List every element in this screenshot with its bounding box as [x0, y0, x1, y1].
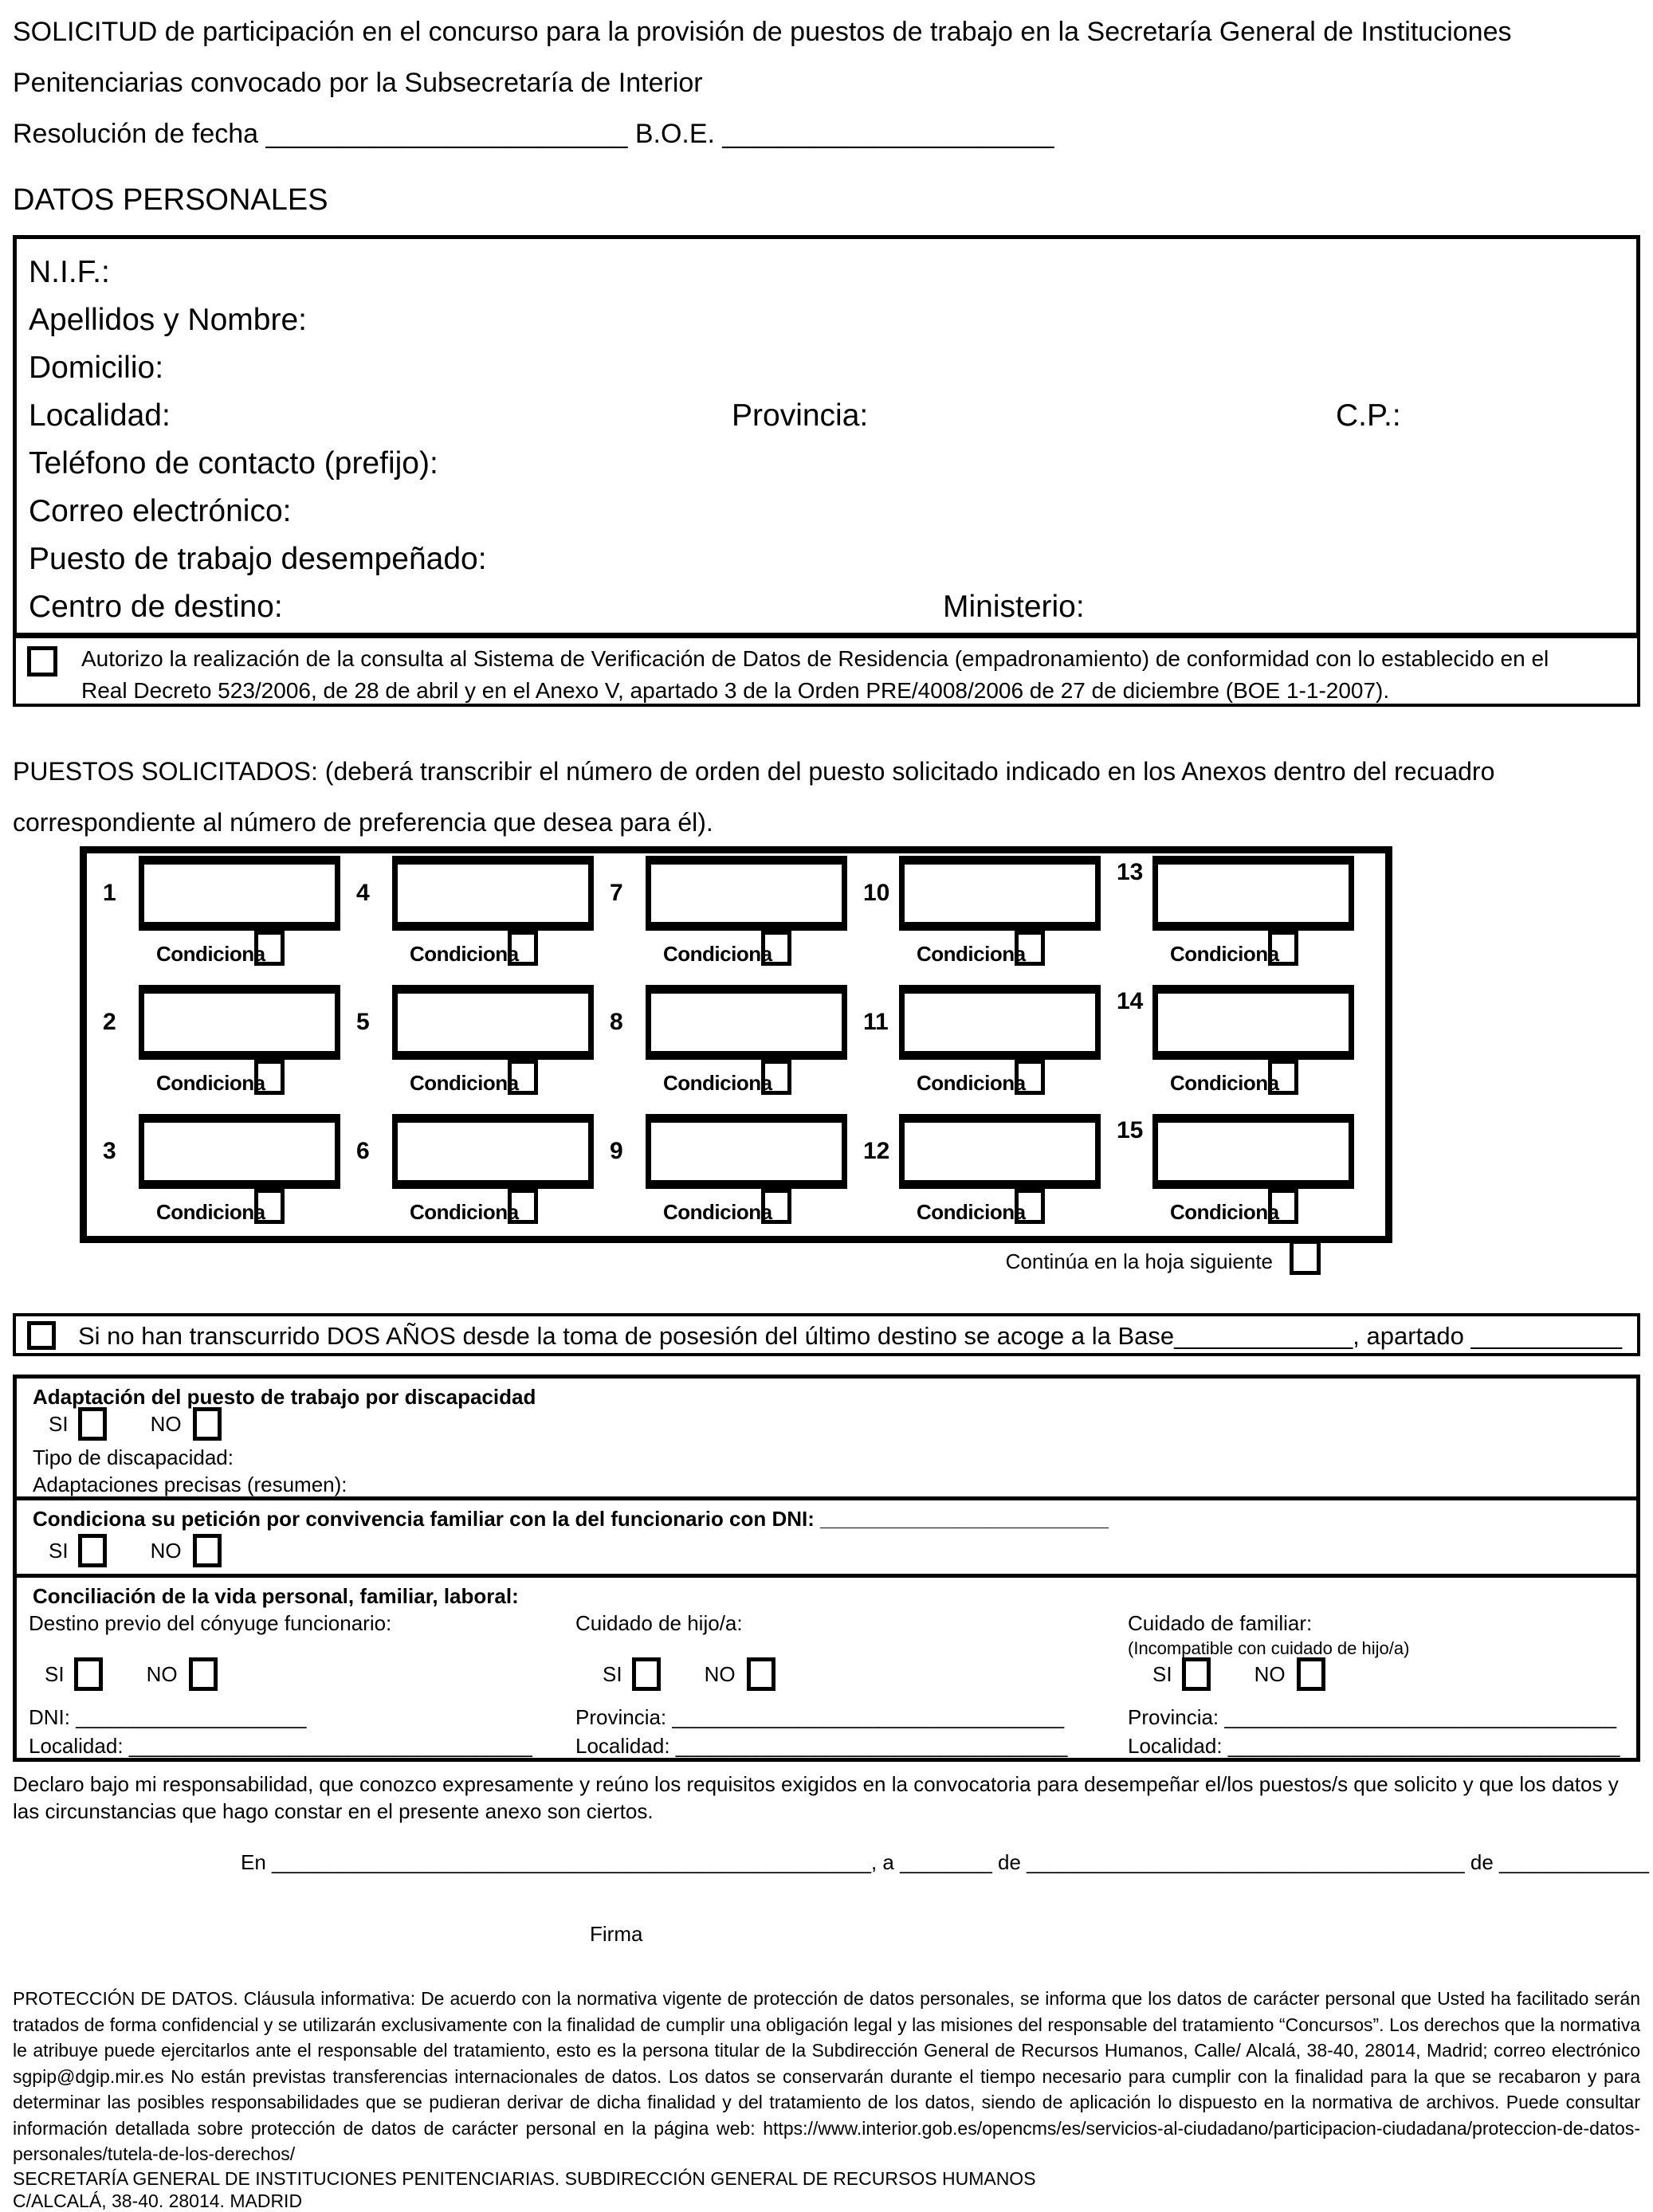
puesto-number: 1 [103, 880, 116, 906]
familiar-localidad-field [1128, 1734, 1620, 1759]
form-title: SOLICITUD de participación en el concurso para la provisión de puestos de trabajo en la Secretaría General de Instituciones Penitenciarias convocado por la Subsecretaría de Interior [13, 17, 1512, 98]
adaptacion-si-checkbox[interactable] [78, 1407, 107, 1441]
hijo-si-no [603, 1657, 775, 1691]
puesto-cell-8 [594, 985, 847, 1114]
sections-stack [13, 1375, 1640, 1762]
si-label: SI [603, 1661, 622, 1686]
convivencia-dni-blank[interactable]: _________________________ [820, 1507, 1109, 1531]
no-label: NO [1254, 1661, 1286, 1686]
dos-anos-text [78, 1316, 1622, 1356]
condiciona-checkbox[interactable] [761, 1189, 791, 1224]
row-nif[interactable] [17, 249, 1636, 296]
dos-anos-sentence: Si no han transcurrido DOS AÑOS desde la toma de posesión del último destino se acoge a la Base [78, 1322, 1175, 1350]
hijo-provincia-blank[interactable]: __________________________________ [672, 1705, 1065, 1729]
row-telefono[interactable] [17, 440, 1636, 488]
condiciona-label: Condiciona [917, 1200, 1026, 1224]
puesto-cell-7 [594, 856, 847, 985]
conyuge-si-no [45, 1657, 218, 1691]
familiar-si-checkbox[interactable] [1182, 1657, 1211, 1691]
puesto-input-box[interactable] [899, 1114, 1101, 1189]
convivencia-si-checkbox[interactable] [78, 1534, 107, 1567]
condiciona-label: Condiciona [410, 942, 519, 966]
continua-label: Continúa en la hoja siguiente [1005, 1249, 1273, 1273]
condiciona-checkbox[interactable] [254, 1189, 285, 1224]
autorizacion-checkbox[interactable] [27, 646, 57, 677]
anio-blank[interactable]: _____________ [1499, 1850, 1649, 1874]
de-label: de [991, 1850, 1027, 1874]
provincia-label: Provincia: [575, 1705, 673, 1729]
condiciona-label: Condiciona [663, 942, 772, 966]
puesto-input-box[interactable] [899, 856, 1101, 931]
puesto-number: 4 [356, 880, 370, 906]
continua-checkbox[interactable] [1290, 1240, 1321, 1275]
puesto-cell-14 [1101, 985, 1354, 1114]
localidad-label: Localidad: [29, 1734, 129, 1758]
puesto-number: 6 [356, 1138, 370, 1164]
dos-anos-box [13, 1313, 1640, 1356]
condiciona-checkbox[interactable] [1015, 1189, 1045, 1224]
telefono-label: Teléfono de contacto (prefijo): [29, 446, 438, 480]
hijo-localidad-field [575, 1734, 1067, 1759]
boe-label: B.O.E. [627, 119, 723, 149]
grid-row-1 [87, 856, 1385, 985]
convivencia-no-checkbox[interactable] [193, 1534, 222, 1567]
secretaria-line: SECRETARÍA GENERAL DE INSTITUCIONES PENITENCIARIAS. SUBDIRECCIÓN GENERAL DE RECURSOS HUMANOS [13, 2167, 1036, 2189]
tipo-discapacidad-label[interactable]: Tipo de discapacidad: [33, 1445, 234, 1469]
ministerio-label: Ministerio: [943, 590, 1085, 624]
condiciona-checkbox[interactable] [1015, 931, 1045, 966]
conciliacion-heading: Conciliación de la vida personal, familiar, laboral: [33, 1584, 519, 1608]
conciliacion-section [17, 1578, 1636, 1758]
puesto-cell-3 [87, 1114, 340, 1243]
puestos-grid [80, 846, 1392, 1243]
puesto-input-box[interactable] [1152, 856, 1354, 931]
adaptacion-si-no [49, 1407, 222, 1441]
condiciona-label: Condiciona [917, 1071, 1026, 1095]
condiciona-label: Condiciona [156, 1071, 265, 1095]
puesto-cell-13 [1101, 856, 1354, 985]
resolucion-label: Resolución de fecha [13, 119, 266, 149]
puesto-cell-4 [340, 856, 594, 985]
continua-row [80, 1245, 1392, 1284]
apellidos-label: Apellidos y Nombre: [29, 303, 307, 337]
condiciona-checkbox[interactable] [1268, 1189, 1298, 1224]
puesto-cell-5 [340, 985, 594, 1114]
apartado-blank[interactable]: ___________ [1470, 1322, 1623, 1350]
provincia-label: Provincia: [1128, 1705, 1225, 1729]
declaracion-text: Declaro bajo mi responsabilidad, que conozco expresamente y reúno los requisitos exigidos en la convocatoria para desempeñar el/los puestos/s que solicito y que los datos y las circunstancias que hago constar en el presente anexo son ciertos. [13, 1772, 1619, 1823]
puesto-input-box[interactable] [646, 856, 847, 931]
puesto-input-box[interactable] [139, 985, 340, 1060]
cuidado-hijo-label: Cuidado de hijo/a: [575, 1611, 743, 1635]
apartado-label: , apartado [1353, 1322, 1471, 1350]
puesto-number: 3 [103, 1138, 116, 1164]
proteccion-datos-text: PROTECCIÓN DE DATOS. Cláusula informativa: De acuerdo con la normativa vigente de protección de datos personales, se informa que los datos de carácter personal que Usted ha facilitado serán tratados de forma confidencial y se utilizarán exclusivamente con la finalidad de cumplir una obligación legal y las misiones del responsable del tratamiento “Concursos”. Los derechos que la normativa le atribuye puede ejercitarlos ante el responsable del tratamiento, esto es la persona titular de la Subdirección General de Recursos Humanos, Calle/ Alcalá, 38-40, 28014, Madrid; correo electrónico sgpip@dgip.mir.es No están previstas transferencias internacionales de datos. Los datos se conservarán durante el tiempo necesario para cumplir con la finalidad para la que se recabaron y para determinar las posibles responsabilidades que se pudieran derivar de dicha finalidad y del tratamiento de los datos, siendo de aplicación lo dispuesto en la normativa de archivos. Puede consultar información detallada sobre protección de datos de carácter personal en la página web: https://www.interior.gob.es/opencms/es/servicios-al-ciudadano/participacion-ciudadana/proteccion-de-datos-personales/tutela-de-los-derechos/ [13, 1988, 1640, 2164]
de-label: de [1464, 1850, 1500, 1874]
condiciona-checkbox[interactable] [1268, 931, 1298, 966]
boe-blank[interactable]: ______________________ [722, 119, 1054, 149]
familiar-localidad-blank[interactable]: __________________________________ [1227, 1734, 1620, 1758]
cuidado-familiar-label: Cuidado de familiar: [1128, 1611, 1313, 1635]
puestos-solicitados-heading: PUESTOS SOLICITADOS: (deberá transcribir el número de orden del puesto solicitado indicado en los Anexos dentro del recuadro correspondiente al número de preferencia que desea para él). [13, 757, 1495, 837]
no-label: NO [146, 1661, 178, 1686]
hijo-localidad-blank[interactable]: __________________________________ [675, 1734, 1068, 1758]
dos-anos-checkbox[interactable] [27, 1321, 56, 1350]
condiciona-checkbox[interactable] [508, 1189, 538, 1224]
condiciona-checkbox[interactable] [1015, 1060, 1045, 1095]
no-label: NO [150, 1411, 182, 1436]
condiciona-checkbox[interactable] [761, 931, 791, 966]
grid-row-2 [87, 985, 1385, 1114]
puesto-input-box[interactable] [392, 985, 594, 1060]
condiciona-label: Condiciona [1170, 942, 1279, 966]
row-centro[interactable] [17, 583, 1636, 631]
destino-conyuge-label: Destino previo del cónyuge funcionario: [29, 1611, 392, 1635]
puesto-cell-12 [847, 1114, 1101, 1243]
condiciona-checkbox[interactable] [254, 931, 285, 966]
adaptacion-no-checkbox[interactable] [193, 1407, 222, 1441]
puesto-input-box[interactable] [392, 856, 594, 931]
localidad-label: Localidad: [29, 398, 171, 433]
lugar-blank[interactable]: ____________________________________________________ [272, 1850, 871, 1874]
condiciona-label: Condiciona [663, 1071, 772, 1095]
familiar-provincia-field [1128, 1705, 1616, 1730]
puesto-number: 8 [610, 1009, 623, 1035]
mes-blank[interactable]: ______________________________________ [1027, 1850, 1465, 1874]
signature-line [241, 1850, 1649, 1875]
cp-label: C.P.: [1336, 398, 1401, 433]
autorizacion-box [13, 635, 1640, 707]
centro-destino-label: Centro de destino: [29, 590, 283, 624]
localidad-label: Localidad: [1128, 1734, 1228, 1758]
personal-data-box [13, 235, 1640, 637]
puesto-number: 14 [1117, 988, 1144, 1014]
puesto-cell-11 [847, 985, 1101, 1114]
condiciona-label: Condiciona [410, 1071, 519, 1095]
condiciona-label: Condiciona [156, 1200, 265, 1224]
adaptacion-heading: Adaptación del puesto de trabajo por discapacidad [33, 1385, 536, 1409]
puesto-input-box[interactable] [139, 856, 340, 931]
puesto-number: 2 [103, 1009, 116, 1035]
row-domicilio[interactable] [17, 344, 1636, 392]
conyuge-localidad-blank[interactable]: ___________________________________ [128, 1734, 532, 1758]
dni-label: DNI: [29, 1705, 77, 1729]
puesto-cell-1 [87, 856, 340, 985]
puesto-input-box[interactable] [139, 1114, 340, 1189]
dia-blank[interactable]: ________ [900, 1850, 992, 1874]
domicilio-label: Domicilio: [29, 351, 164, 385]
grid-row-3 [87, 1114, 1385, 1243]
condiciona-label: Condiciona [1170, 1071, 1279, 1095]
footer-block [13, 1986, 1640, 2212]
familiar-no-checkbox[interactable] [1297, 1657, 1325, 1691]
hijo-provincia-field [575, 1705, 1064, 1730]
condiciona-label: Condiciona [1170, 1200, 1279, 1224]
direccion-line: C/ALCALÁ, 38-40. 28014. MADRID [13, 2190, 303, 2211]
conyuge-no-checkbox[interactable] [189, 1657, 218, 1691]
condiciona-label: Condiciona [156, 942, 265, 966]
row-localidad[interactable] [17, 392, 1636, 440]
puesto-number: 10 [863, 880, 890, 906]
conyuge-localidad-field [29, 1734, 532, 1759]
puesto-number: 13 [1117, 859, 1144, 885]
si-label: SI [49, 1411, 69, 1436]
row-puesto[interactable] [17, 535, 1636, 583]
condiciona-label: Condiciona [917, 942, 1026, 966]
puesto-cell-10 [847, 856, 1101, 985]
hijo-no-checkbox[interactable] [747, 1657, 775, 1691]
correo-label: Correo electrónico: [29, 494, 292, 528]
condiciona-checkbox[interactable] [508, 1060, 538, 1095]
autorizacion-text: Autorizo la realización de la consulta al Sistema de Verificación de Datos de Residencia (empadronamiento) de conformidad con lo establecido en el Real Decreto 523/2006, de 28 de abril y en el Anexo V, apartado 3 de la Orden PRE/4008/2006 de 27 de diciembre (BOE 1-1-2007). [81, 646, 1549, 703]
a-label: , a [870, 1850, 901, 1874]
datos-personales-heading: DATOS PERSONALES [13, 183, 328, 217]
puesto-input-box[interactable] [646, 1114, 847, 1189]
puesto-input-box[interactable] [392, 1114, 594, 1189]
no-label: NO [704, 1661, 736, 1686]
conyuge-dni-field [29, 1705, 306, 1730]
si-label: SI [1152, 1661, 1172, 1686]
nif-label: N.I.F.: [29, 255, 110, 289]
firma-label: Firma [590, 1922, 643, 1946]
condiciona-checkbox[interactable] [254, 1060, 285, 1095]
resolucion-line [13, 108, 1054, 159]
convivencia-si-no [49, 1534, 222, 1567]
puesto-input-box[interactable] [646, 985, 847, 1060]
puesto-number: 12 [863, 1138, 890, 1164]
condiciona-label: Condiciona [410, 1200, 519, 1224]
puesto-number: 11 [863, 1009, 889, 1035]
incompatible-note: (Incompatible con cuidado de hijo/a) [1128, 1638, 1410, 1658]
puesto-cell-9 [594, 1114, 847, 1243]
puesto-desempenado-label: Puesto de trabajo desempeñado: [29, 542, 487, 576]
puesto-input-box[interactable] [899, 985, 1101, 1060]
no-label: NO [150, 1538, 182, 1563]
provincia-label: Provincia: [732, 398, 869, 433]
base-blank[interactable]: _____________ [1174, 1322, 1353, 1350]
puesto-cell-2 [87, 985, 340, 1114]
conyuge-dni-blank[interactable]: ____________________ [76, 1705, 307, 1729]
puesto-number: 9 [610, 1138, 623, 1164]
condiciona-checkbox[interactable] [1268, 1060, 1298, 1095]
hijo-si-checkbox[interactable] [632, 1657, 661, 1691]
familiar-provincia-blank[interactable]: __________________________________ [1224, 1705, 1617, 1729]
convivencia-heading-text: Condiciona su petición por convivencia familiar con la del funcionario con DNI: [33, 1507, 821, 1531]
en-label: En [241, 1850, 273, 1874]
puesto-number: 15 [1117, 1117, 1144, 1143]
si-label: SI [45, 1661, 65, 1686]
resolucion-fecha-blank[interactable]: ________________________ [265, 119, 628, 149]
puesto-input-box[interactable] [1152, 1114, 1354, 1189]
puesto-number: 7 [610, 880, 623, 906]
adaptaciones-precisas-label[interactable]: Adaptaciones precisas (resumen): [33, 1473, 347, 1496]
familiar-si-no [1152, 1657, 1325, 1691]
condiciona-label: Condiciona [663, 1200, 772, 1224]
condiciona-checkbox[interactable] [761, 1060, 791, 1095]
puesto-input-box[interactable] [1152, 985, 1354, 1060]
puesto-cell-6 [340, 1114, 594, 1243]
si-label: SI [49, 1538, 69, 1563]
condiciona-checkbox[interactable] [508, 931, 538, 966]
puesto-cell-15 [1101, 1114, 1354, 1243]
conyuge-si-checkbox[interactable] [74, 1657, 103, 1691]
puesto-number: 5 [356, 1009, 370, 1035]
adaptacion-section [17, 1379, 1636, 1500]
row-correo[interactable] [17, 488, 1636, 535]
row-apellidos[interactable] [17, 296, 1636, 344]
convivencia-heading [33, 1507, 1109, 1532]
convivencia-section [17, 1500, 1636, 1578]
localidad-label: Localidad: [575, 1734, 676, 1758]
